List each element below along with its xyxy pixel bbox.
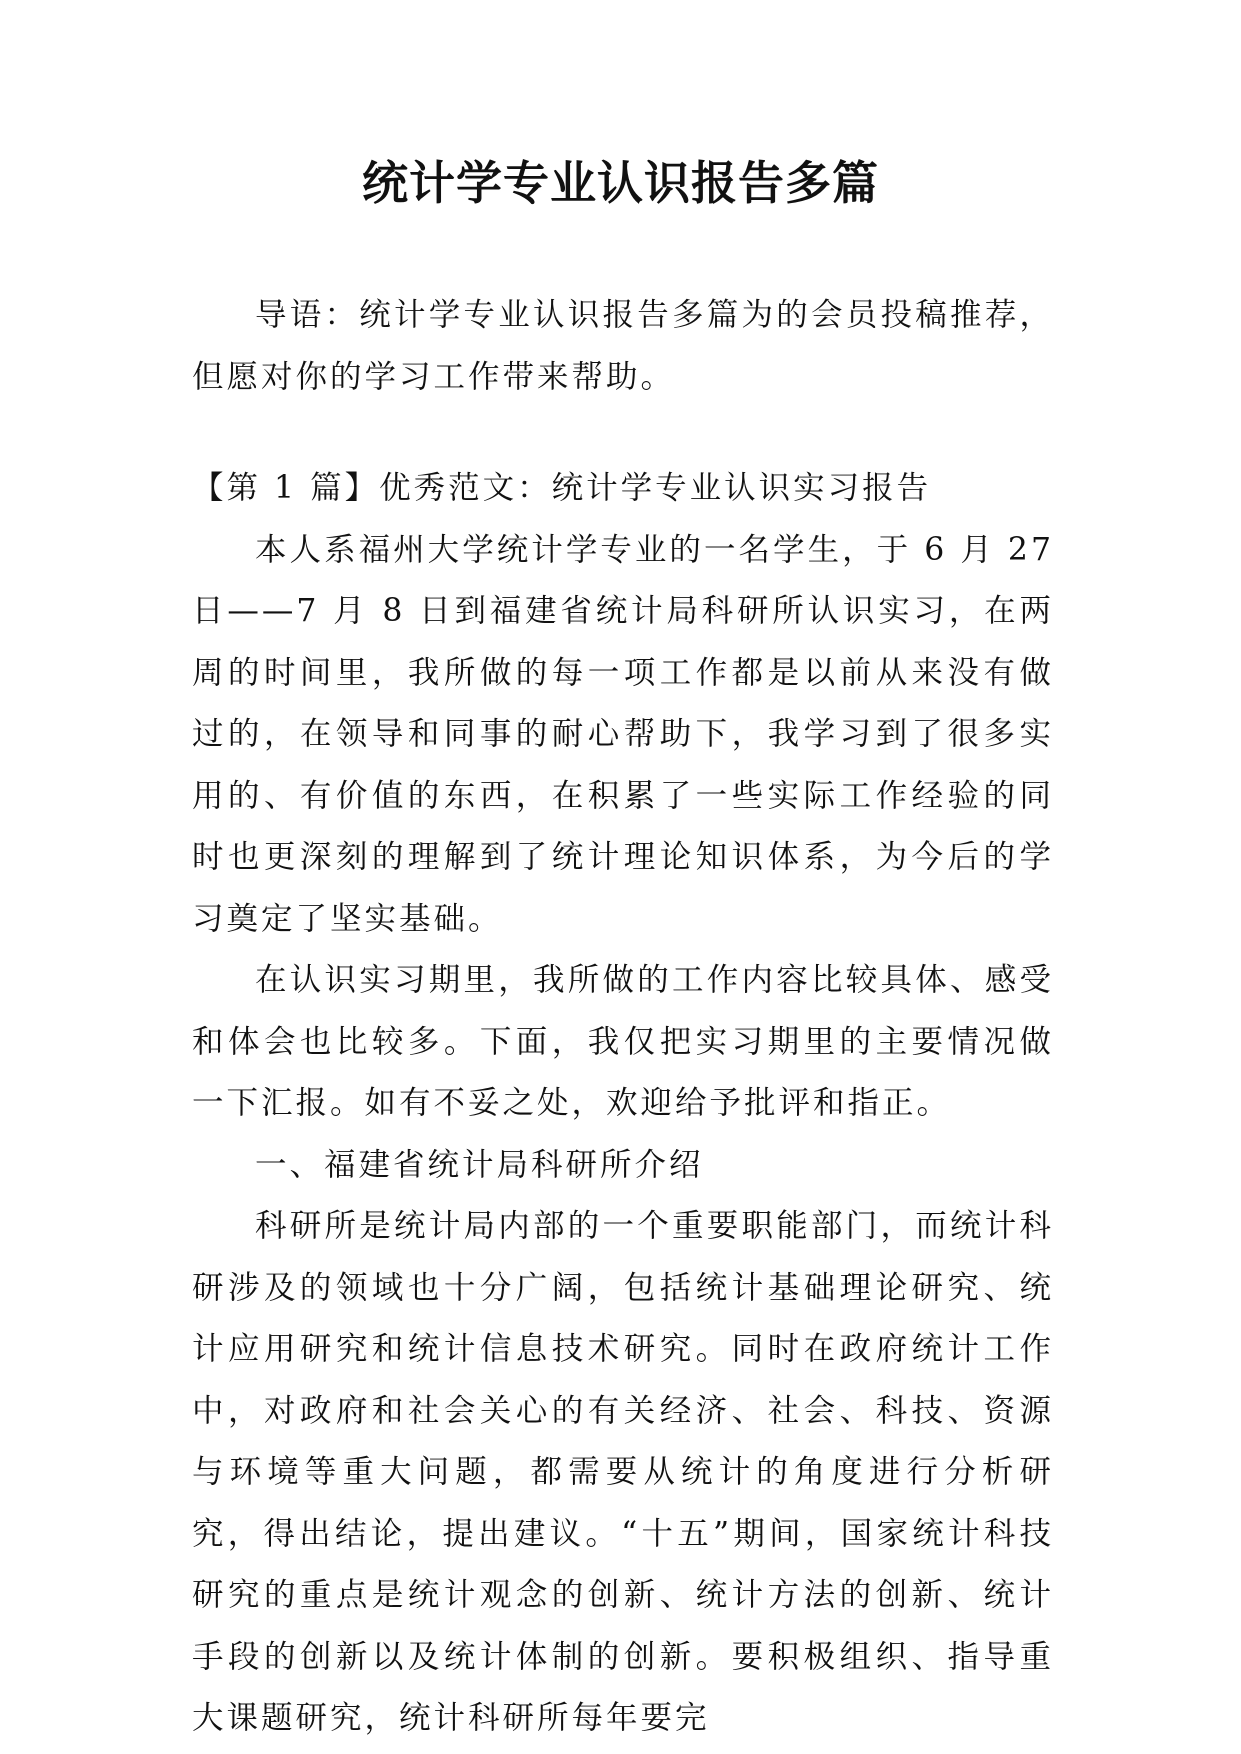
article-body: [192, 458, 1054, 1750]
section-heading: 【第 1 篇】优秀范文：统计学专业认识实习报告: [192, 470, 932, 506]
intro-paragraph: 导语：统计学专业认识报告多篇为的会员投稿推荐，但愿对你的学习工作带来帮助。: [192, 297, 1054, 395]
body-paragraph: 本人系福州大学统计学专业的一名学生，于 6 月 27 日——7 月 8 日到福建省统计局科研所认识实习，在两周的时间里，我所做的每一项工作都是以前从来没有做过的，在领导和同事的耐心帮助下，我学习到了很多实用的、有价值的东西，在积累了一些实际工作经验的同时也更深刻的理解到了统计理论知识体系，为今后的学习奠定了坚实基础。: [192, 531, 1054, 937]
intro-block: [192, 285, 1054, 408]
subsection-heading: 一、福建省统计局科研所介绍: [255, 1146, 704, 1183]
body-paragraph: 在认识实习期里，我所做的工作内容比较具体、感受和体会也比较多。下面，我仅把实习期里的主要情况做一下汇报。如有不妥之处，欢迎给予批评和指正。: [192, 962, 1054, 1121]
body-paragraph: 科研所是统计局内部的一个重要职能部门，而统计科研涉及的领域也十分广阔，包括统计基础理论研究、统计应用研究和统计信息技术研究。同时在政府统计工作中，对政府和社会关心的有关经济、社会、科技、资源与环境等重大问题，都需要从统计的角度进行分析研究，得出结论，提出建议。“十五”期间，国家统计科技研究的重点是统计观念的创新、统计方法的创新、统计手段的创新以及统计体制的创新。要积极组织、指导重大课题研究，统计科研所每年要完: [192, 1208, 1054, 1736]
document-title: 统计学专业认识报告多篇: [362, 156, 879, 210]
